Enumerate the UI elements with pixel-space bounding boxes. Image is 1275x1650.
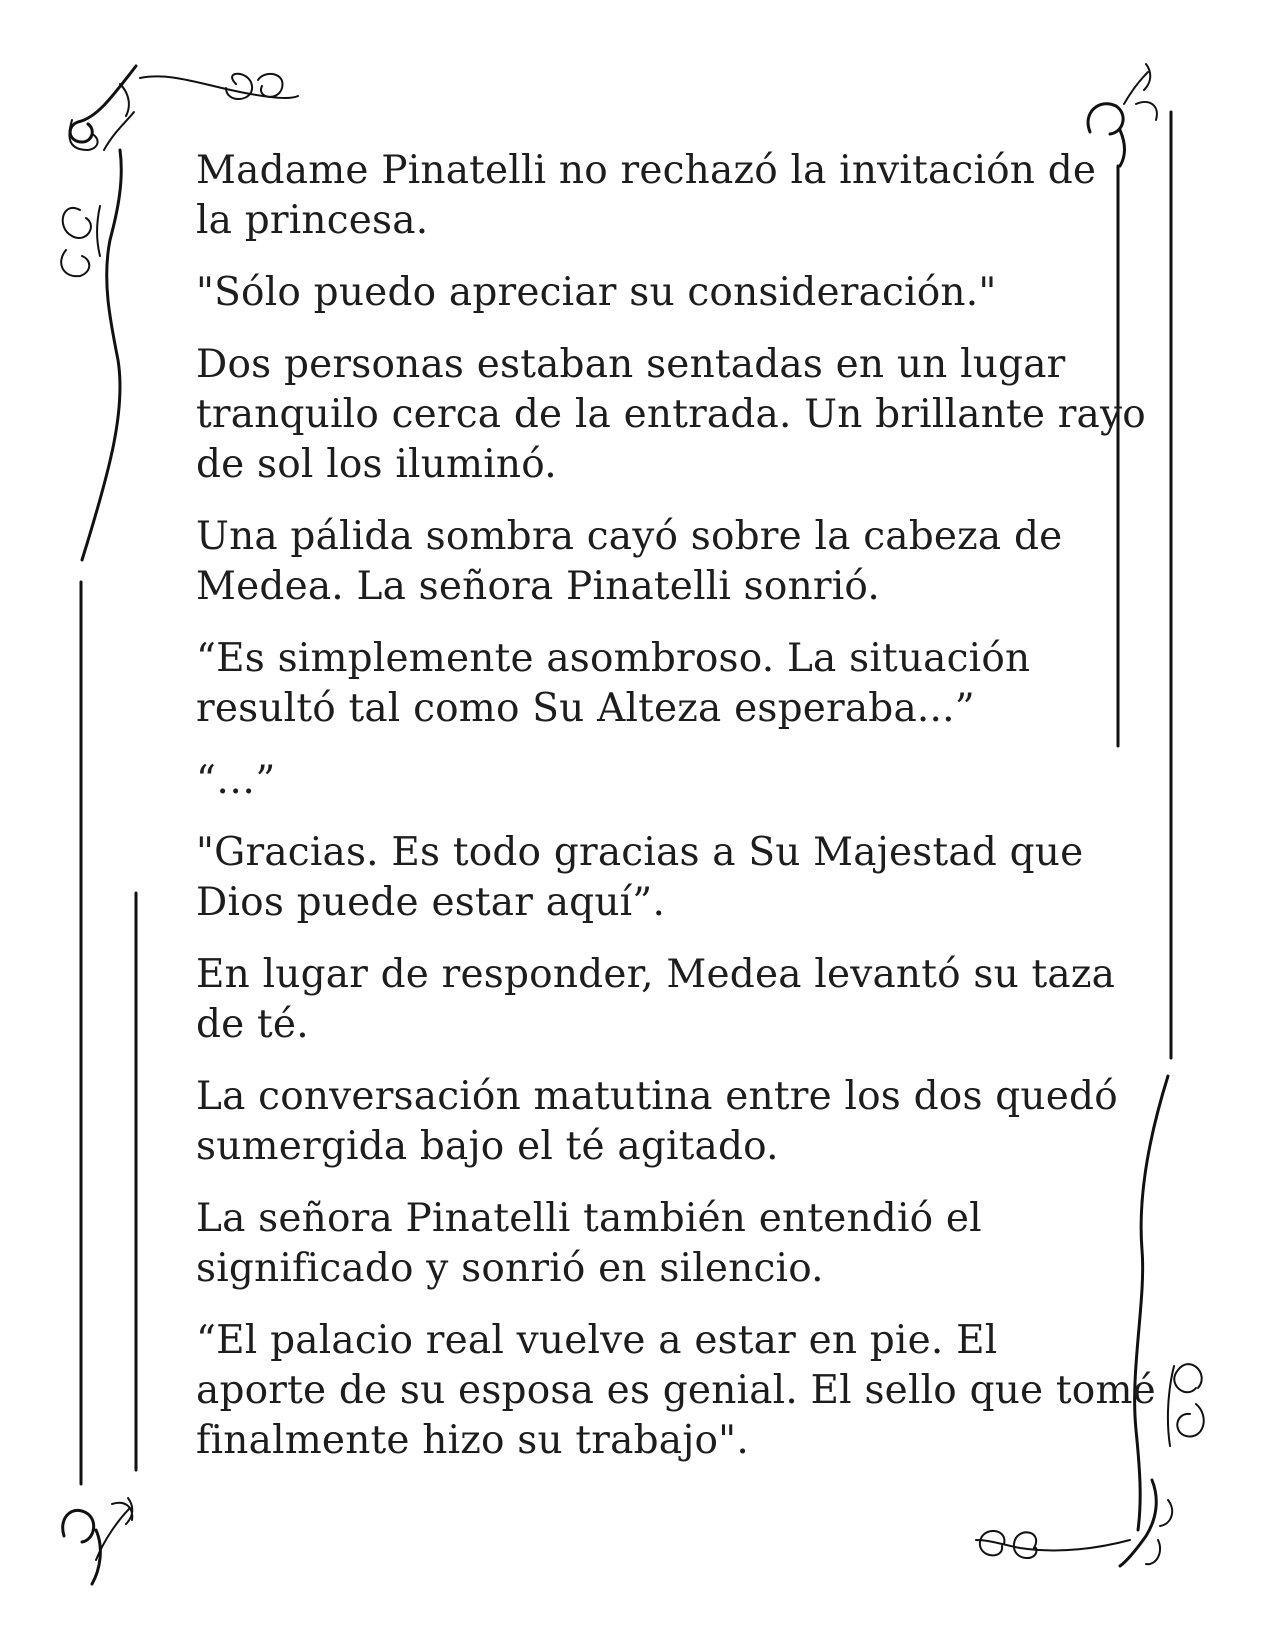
paragraph xyxy=(177,950,1116,1050)
text-line: de té. xyxy=(196,1002,309,1047)
text-line: “Es simplemente asombroso. La situación xyxy=(196,636,1031,681)
paragraph xyxy=(177,340,1146,490)
paragraph xyxy=(177,268,1097,318)
text-line: resultó tal como Su Alteza esperaba...” xyxy=(196,686,975,731)
text-line: En lugar de responder, Medea levantó su taza xyxy=(196,952,1116,997)
text-line: "Sólo puedo apreciar su consideración." xyxy=(196,270,997,315)
paragraph xyxy=(177,1316,1156,1466)
paragraph xyxy=(177,146,1097,246)
text-line: "Gracias. Es todo gracias a Su Majestad que xyxy=(196,830,1084,875)
top-right-flourish-icon xyxy=(1088,64,1157,166)
text-line: sumergida bajo el té agitado. xyxy=(196,1124,779,1169)
text-line: tranquilo cerca de la entrada. Un brillante rayo xyxy=(196,392,1146,437)
text-line: aporte de su esposa es genial. El sello que tomé xyxy=(196,1368,1156,1413)
text-line: la princesa. xyxy=(196,198,429,243)
text-line: Dios puede estar aquí”. xyxy=(196,880,666,925)
text-line: La conversación matutina entre los dos quedó xyxy=(196,1074,1118,1119)
paragraph xyxy=(177,634,1097,734)
text-line: de sol los iluminó. xyxy=(196,442,557,487)
bottom-left-flourish-icon xyxy=(63,1498,133,1584)
paragraph xyxy=(177,512,1097,612)
text-line: Una pálida sombra cayó sobre la cabeza de xyxy=(196,514,1063,559)
text-line: “…” xyxy=(196,758,276,803)
text-line: La señora Pinatelli también entendió el xyxy=(196,1196,982,1241)
paragraph xyxy=(177,828,1097,928)
text-line: finalmente hizo su trabajo". xyxy=(196,1418,749,1463)
text-body xyxy=(177,146,1156,1488)
paragraph xyxy=(177,1072,1118,1172)
text-line: Medea. La señora Pinatelli sonrió. xyxy=(196,564,881,609)
paragraph xyxy=(177,1194,1097,1294)
text-line: Madame Pinatelli no rechazó la invitación de xyxy=(196,148,1097,193)
text-line: significado y sonrió en silencio. xyxy=(196,1246,824,1291)
text-line: “El palacio real vuelve a estar en pie. El xyxy=(196,1318,998,1363)
paragraph xyxy=(177,756,1097,806)
text-line: Dos personas estaban sentadas en un lugar xyxy=(196,342,1066,387)
